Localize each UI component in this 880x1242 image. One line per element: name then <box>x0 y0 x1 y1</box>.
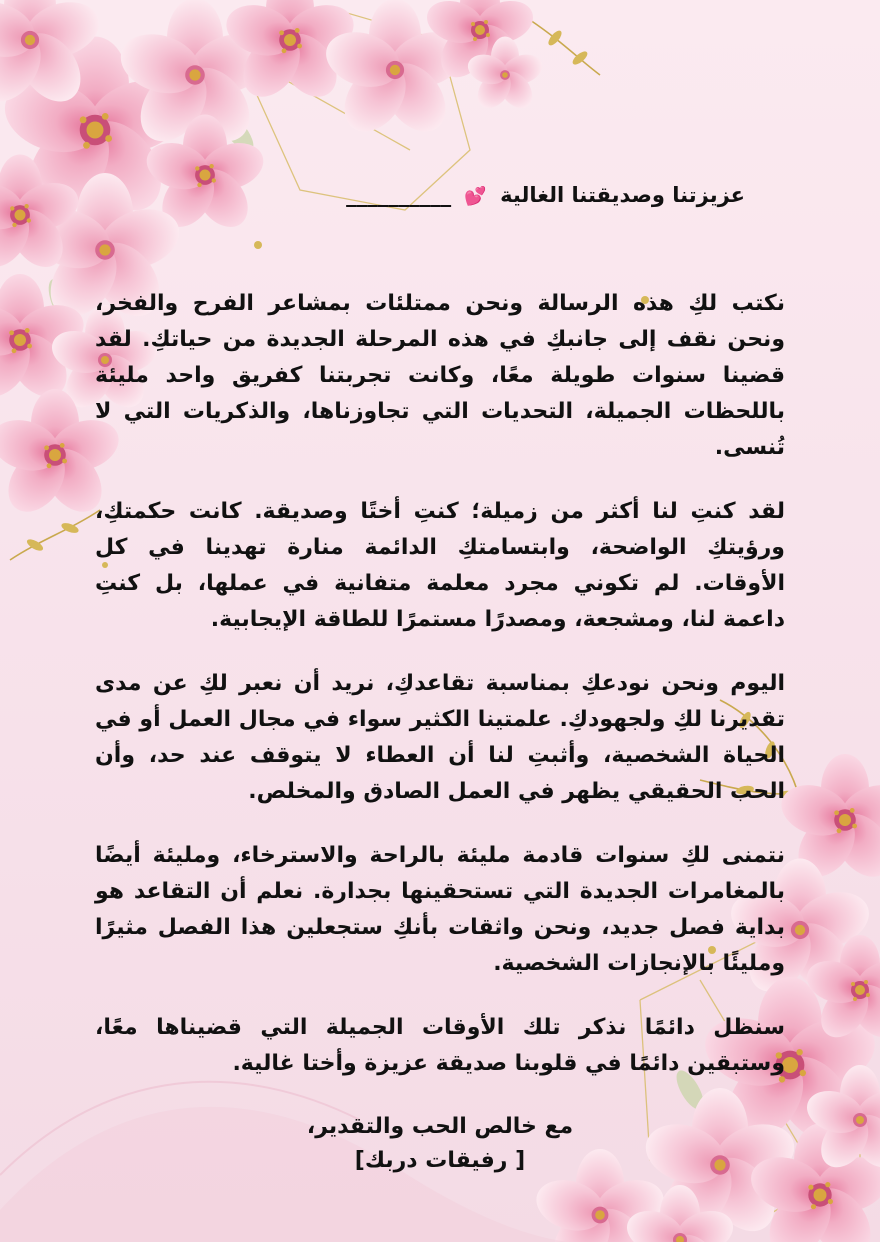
signature-text: [ رفيقات دربك] <box>354 1148 526 1173</box>
paragraph-5: سنظل دائمًا نذكر تلك الأوقات الجميلة التي قضيناها معًا، وستبقين دائمًا في قلوبنا صديقة عزيزة وأختا غالية. <box>95 1015 785 1076</box>
heart-icon: 💕 <box>464 186 487 207</box>
letter-body <box>95 178 785 1178</box>
greeting-text: عزيزتنا وصديقتنا الغالية <box>500 183 745 207</box>
paragraph-2: لقد كنتِ لنا أكثر من زميلة؛ كنتِ أختًا وصديقة. كانت حكمتكِ، ورؤيتكِ الواضحة، وابتسامتكِ الدائمة منارة تهدينا في كل الأوقات. لم تكوني مجرد معلمة متفانية في عملها، بل كنتِ داعمة لنا، ومشجعة، ومصدرًا مستمرًا للطاقة الإيجابية. <box>95 499 785 632</box>
sign-off <box>95 1110 785 1178</box>
paragraph-4: نتمنى لكِ سنوات قادمة مليئة بالراحة والاسترخاء، ومليئة أيضًا بالمغامرات الجديدة التي تستحقينها بجدارة. نعلم أن التقاعد هو بداية فصل جديد، ونحن واثقات بأنكِ ستجعلين هذا الفصل مثيرًا ومليئًا بالإنجازات الشخصية. <box>95 843 785 976</box>
name-blank-line: __________ <box>346 183 452 207</box>
paragraph-1: نكتب لكِ هذه الرسالة ونحن ممتلئات بمشاعر الفرح والفخر، ونحن نقف إلى جانبكِ في هذه المرحلة الجديدة من حياتكِ. لقد قضينا سنوات طويلة معًا، وكانت تجربتنا كفريق واحد مليئة باللحظات الجميلة، التحديات التي تجاوزناها، والذكريات التي لا تُنسى. <box>95 291 785 460</box>
greeting-line <box>95 178 745 214</box>
paragraph-3: اليوم ونحن نودعكِ بمناسبة تقاعدكِ، نريد أن نعبر لكِ عن مدى تقديرنا لكِ ولجهودكِ. علمتينا الكثير سواء في مجال العمل أو في الحياة الشخصية، وأثبتِ لنا أن العطاء لا يتوقف عند حد، وأن الحب الحقيقي يظهر في العمل الصادق والمخلص. <box>95 671 785 804</box>
closing-text: مع خالص الحب والتقدير، <box>306 1114 574 1139</box>
